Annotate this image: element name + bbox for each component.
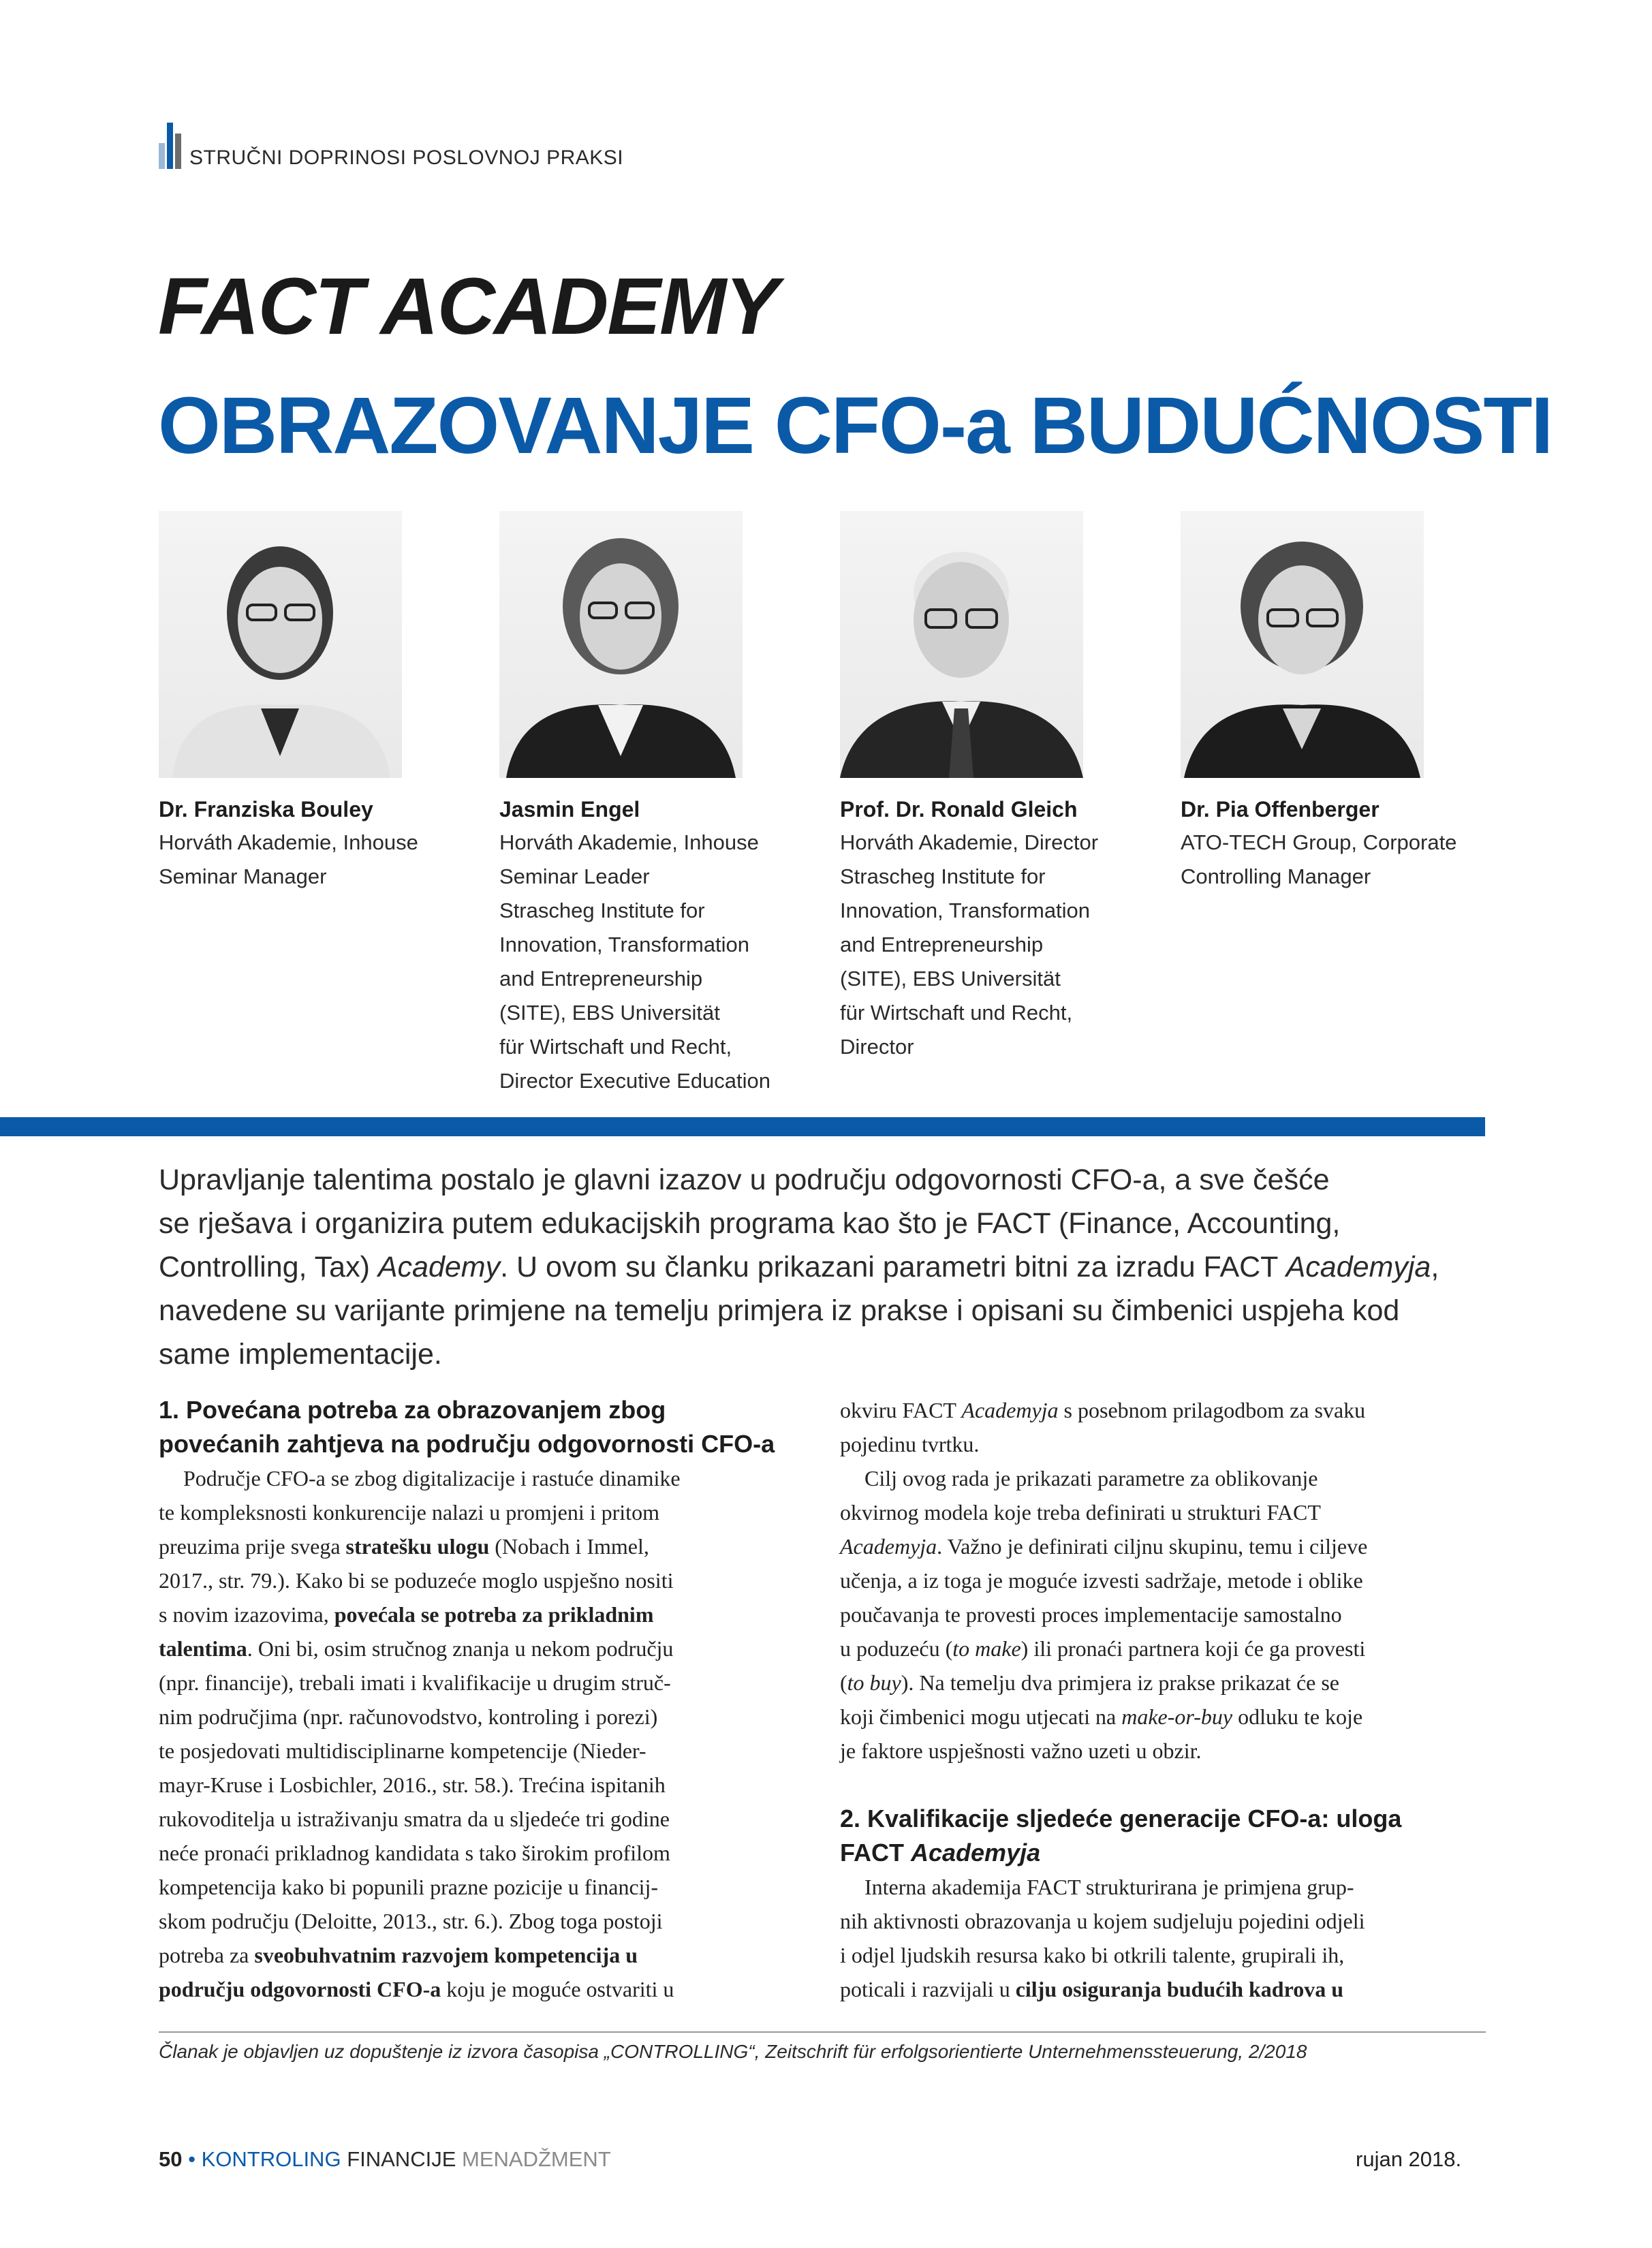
lead-line: same implementacije. <box>159 1338 442 1371</box>
author-affiliation: ATO-TECH Group, Corporate <box>1181 830 1457 854</box>
body-line: okvirnog modela koje treba definirati u strukturi FACT <box>840 1500 1321 1525</box>
body-line: (to buy). Na temelju dva primjera iz prakse prikazat će se <box>840 1670 1339 1695</box>
issue-date: rujan 2018. <box>1356 2147 1462 2171</box>
author-affiliation: für Wirtschaft und Recht, <box>499 1035 732 1059</box>
author-card <box>840 511 1140 1064</box>
section-heading: 1. Povećana potreba za obrazovanjem zbog <box>159 1396 666 1424</box>
lead-line: Upravljanje talentima postalo je glavni izazov u području odgovornosti CFO-a, a sve češće <box>159 1164 1330 1196</box>
section-label <box>159 121 623 169</box>
body-line: te kompleksnosti konkurencije nalazi u promjeni i pritom <box>159 1500 659 1525</box>
author-card <box>1181 511 1480 894</box>
body-line: skom području (Deloitte, 2013., str. 6.). Zbog toga postoji <box>159 1909 663 1933</box>
body-line: koji čimbenici mogu utjecati na make-or-buy odluku te koje <box>840 1704 1363 1729</box>
author-affiliation: (SITE), EBS Universität <box>499 1001 720 1025</box>
lead-line: navedene su varijante primjene na temelju primjera iz prakse i opisani su čimbenici uspjeha kod <box>159 1294 1400 1327</box>
magazine-name-part: MENADŽMENT <box>462 2147 611 2171</box>
body-line: području odgovornosti CFO-a koju je moguće ostvariti u <box>159 1977 674 2001</box>
body-line: i odjel ljudskih resursa kako bi otkrili talente, grupirali ih, <box>840 1943 1345 1967</box>
author-card <box>499 511 799 1098</box>
lead-line: se rješava i organizira putem edukacijskih programa kao što je FACT (Finance, Accounting, <box>159 1207 1341 1240</box>
author-affiliation: Strascheg Institute for <box>499 899 705 922</box>
author-photo <box>1181 511 1424 778</box>
magazine-name-part: FINANCIJE <box>347 2147 456 2171</box>
body-line: potreba za sveobuhvatnim razvojem kompetencija u <box>159 1943 638 1967</box>
author-affiliation: Horváth Akademie, Inhouse <box>159 830 418 854</box>
body-line: okviru FACT Academyja s posebnom prilagodbom za svaku <box>840 1398 1366 1422</box>
body-line: te posjedovati multidisciplinarne kompetencije (Nieder- <box>159 1738 646 1763</box>
author-name: Prof. Dr. Ronald Gleich <box>840 797 1078 822</box>
author-photo <box>840 511 1083 778</box>
body-line: nim područjima (npr. računovodstvo, kontroling i porezi) <box>159 1704 658 1729</box>
author-card <box>159 511 458 894</box>
author-affiliation: Innovation, Transformation <box>499 933 750 956</box>
body-line: mayr-Kruse i Losbichler, 2016., str. 58.). Trećina ispitanih <box>159 1773 666 1797</box>
right-column <box>840 1393 1486 2006</box>
footnote: Članak je objavljen uz dopuštenje iz izvora časopisa „CONTROLLING“, Zeitschrift für erfolgsorientierte Unternehmenssteuerung, 2/2018 <box>159 2041 1307 2062</box>
author-affiliation: and Entrepreneurship <box>840 933 1044 956</box>
left-column <box>159 1393 805 2006</box>
author-affiliation: für Wirtschaft und Recht, <box>840 1001 1073 1025</box>
body-line: je faktore uspješnosti važno uzeti u obzir. <box>840 1738 1202 1763</box>
section-heading: 2. Kvalifikacije sljedeće generacije CFO-a: uloga <box>840 1805 1402 1832</box>
body-line: Interna akademija FACT strukturirana je primjena grup- <box>864 1875 1354 1899</box>
section-divider <box>0 1117 1485 1136</box>
body-line: kompetencija kako bi popunili prazne pozicije u financij- <box>159 1875 659 1899</box>
author-photo <box>499 511 743 778</box>
body-line: Područje CFO-a se zbog digitalizacije i rastuće dinamike <box>183 1466 681 1490</box>
author-affiliation: Innovation, Transformation <box>840 899 1091 922</box>
body-line: Academyja. Važno je definirati ciljnu skupinu, temu i ciljeve <box>840 1534 1368 1559</box>
section-heading: povećanih zahtjeva na području odgovornosti CFO-a <box>159 1430 775 1458</box>
author-affiliation: Horváth Akademie, Director <box>840 830 1099 854</box>
author-affiliation: (SITE), EBS Universität <box>840 967 1061 990</box>
body-line: učenja, a iz toga je moguće izvesti sadržaje, metode i oblike <box>840 1568 1363 1593</box>
section-label-text: STRUČNI DOPRINOSI POSLOVNOJ PRAKSI <box>189 146 624 169</box>
author-affiliation: Controlling Manager <box>1181 864 1371 888</box>
magazine-name-part: KONTROLING <box>201 2147 341 2171</box>
body-line: 2017., str. 79.). Kako bi se poduzeće moglo uspješno nositi <box>159 1568 674 1593</box>
body-line: (npr. financije), trebali imati i kvalifikacije u drugim struč- <box>159 1670 671 1695</box>
title-line-1: FACT ACADEMY <box>158 262 778 352</box>
body-line: rukovoditelja u istraživanju smatra da u sljedeće tri godine <box>159 1807 670 1831</box>
author-affiliation: Strascheg Institute for <box>840 864 1046 888</box>
body-line: poučavanja te provesti proces implementacije samostalno <box>840 1602 1342 1627</box>
body-line: nih aktivnosti obrazovanja u kojem sudjeluju pojedini odjeli <box>840 1909 1365 1933</box>
body-line: s novim izazovima, povećala se potreba za prikladnim <box>159 1602 654 1627</box>
body-line: pojedinu tvrtku. <box>840 1432 980 1456</box>
title-line-2: OBRAZOVANJE CFO-a BUDUĆNOSTI <box>158 381 1553 471</box>
section-heading: FACT Academyja <box>840 1839 1041 1867</box>
author-affiliation: and Entrepreneurship <box>499 967 703 990</box>
author-affiliation: Seminar Manager <box>159 864 327 888</box>
author-name: Dr. Franziska Bouley <box>159 797 373 822</box>
lead-paragraph <box>159 1158 1494 1376</box>
footnote-divider <box>159 2031 1486 2033</box>
author-photo <box>159 511 402 778</box>
author-affiliation: Horváth Akademie, Inhouse <box>499 830 759 854</box>
author-affiliation: Seminar Leader <box>499 864 650 888</box>
lead-line: Controlling, Tax) Academy. U ovom su članku prikazani parametri bitni za izradu FACT Academyja, <box>159 1251 1439 1283</box>
page-number: 50 <box>159 2147 183 2171</box>
body-line: poticali i razvijali u cilju osiguranja budućih kadrova u <box>840 1977 1344 2001</box>
body-line: Cilj ovog rada je prikazati parametre za oblikovanje <box>864 1466 1318 1490</box>
page-footer <box>159 2146 611 2173</box>
body-line: preuzima prije svega stratešku ulogu (Nobach i Immel, <box>159 1534 649 1559</box>
author-name: Dr. Pia Offenberger <box>1181 797 1380 822</box>
body-line: u poduzeću (to make) ili pronaći partnera koji će ga provesti <box>840 1636 1366 1661</box>
author-affiliation: Director <box>840 1035 914 1059</box>
footer-bullet: • <box>188 2147 196 2171</box>
body-line: talentima. Oni bi, osim stručnog znanja u nekom području <box>159 1636 674 1661</box>
bar-chart-icon <box>159 123 181 169</box>
author-name: Jasmin Engel <box>499 797 640 822</box>
author-affiliation: Director Executive Education <box>499 1069 771 1093</box>
body-line: neće pronaći prikladnog kandidata s tako širokim profilom <box>159 1841 670 1865</box>
